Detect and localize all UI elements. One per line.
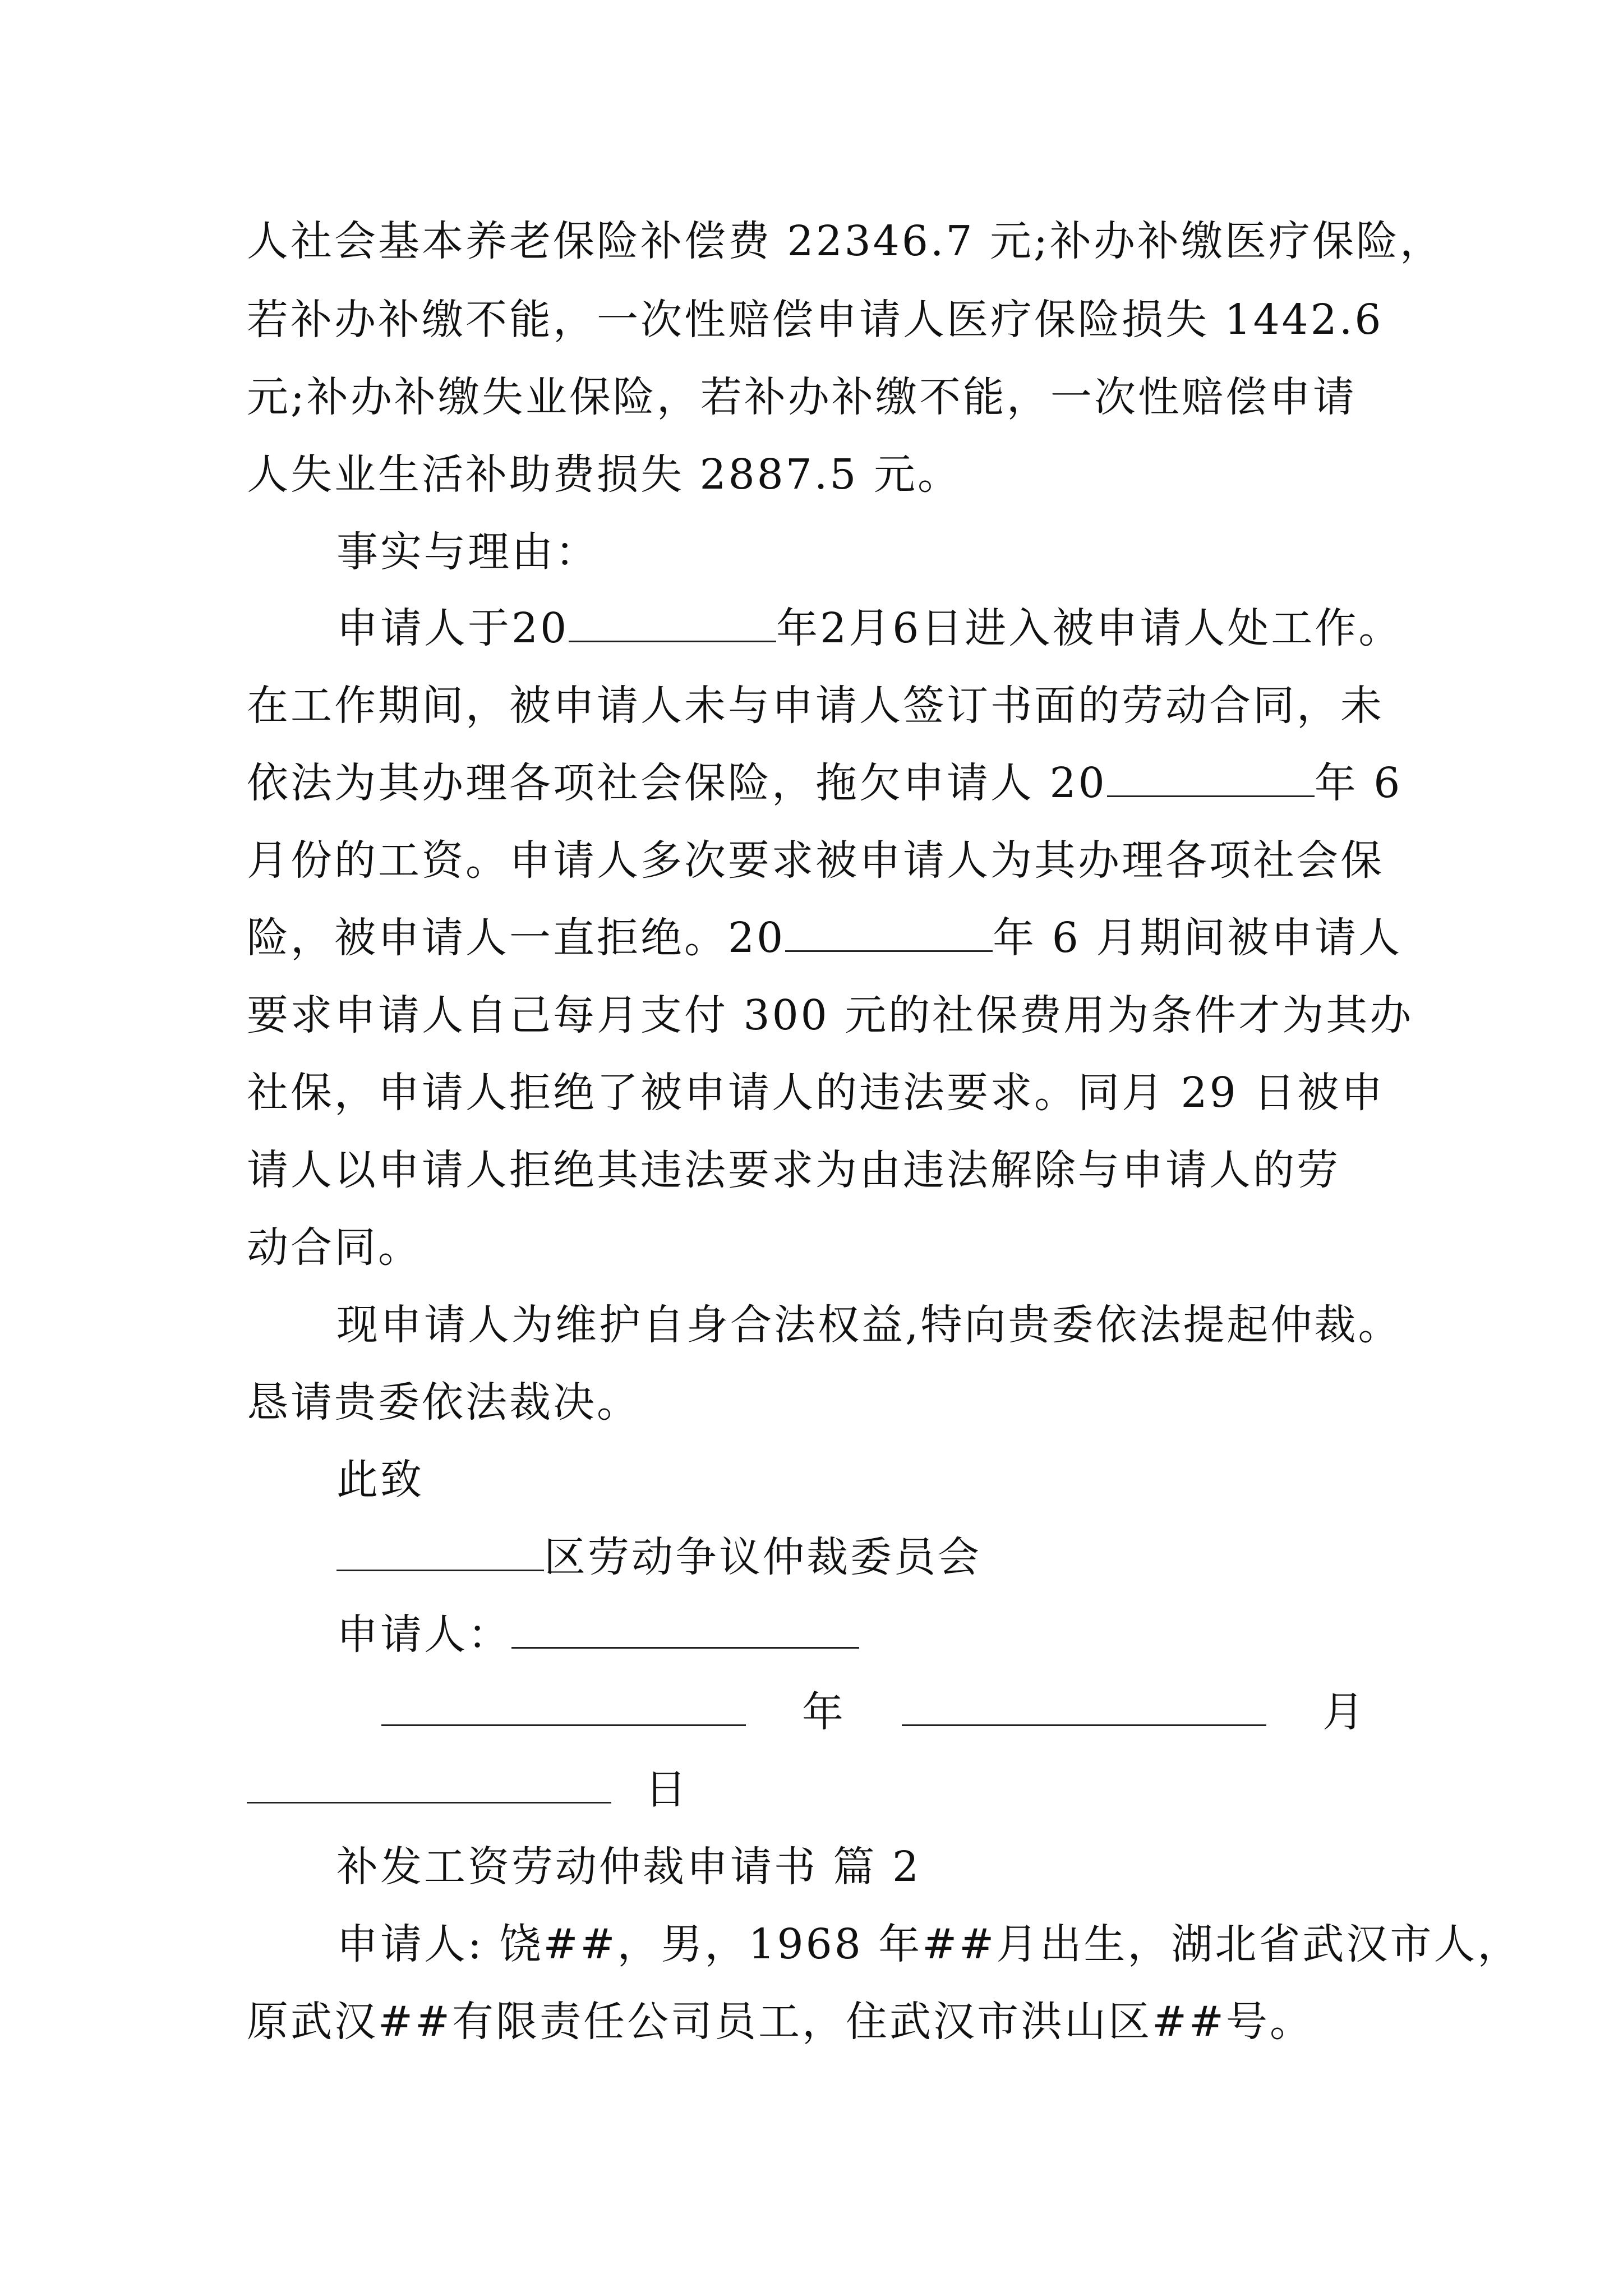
text-line: 恳请贵委依法裁决。 xyxy=(247,1378,640,1427)
section-title: 补发工资劳动仲裁申请书 篇 2 xyxy=(336,1843,921,1891)
text-line: 人失业生活补助费损失 2887.5 元。 xyxy=(247,450,961,499)
text-line-with-blank xyxy=(247,755,1403,811)
text-line: 要求申请人自己每月支付 300 元的社保费用为条件才为其办 xyxy=(247,991,1414,1039)
salutation: 此致 xyxy=(336,1456,424,1504)
date-month-label: 月 xyxy=(1322,1688,1366,1736)
fill-in-blank[interactable] xyxy=(336,1530,544,1571)
text-fragment: 年 6 xyxy=(1314,759,1403,807)
fill-in-blank[interactable] xyxy=(902,1685,1266,1726)
text-line: 月份的工资。申请人多次要求被申请人为其办理各项社会保 xyxy=(247,836,1384,885)
date-line xyxy=(381,1684,1525,1740)
text-fragment: 依法为其办理各项社会保险，拖欠申请人 20 xyxy=(247,759,1107,807)
text-line-with-blank xyxy=(336,600,1481,656)
date-year-label: 年 xyxy=(802,1688,846,1736)
fill-in-blank[interactable] xyxy=(1107,756,1315,797)
text-line: 在工作期间，被申请人未与申请人签订书面的劳动合同，未 xyxy=(247,682,1384,730)
fill-in-blank[interactable] xyxy=(569,601,776,642)
text-line-with-blank xyxy=(247,910,1403,966)
text-fragment: 申请人于20 xyxy=(336,604,569,652)
text-line: 动合同。 xyxy=(247,1223,422,1272)
text-fragment: 年 6 月期间被申请人 xyxy=(993,914,1403,962)
text-line: 社保，申请人拒绝了被申请人的违法要求。同月 29 日被申 xyxy=(247,1069,1385,1117)
fill-in-blank[interactable] xyxy=(785,911,993,952)
fill-in-blank[interactable] xyxy=(381,1685,746,1726)
recipient-line xyxy=(336,1529,1481,1585)
text-line: 原武汉##有限责任公司员工，住武汉市洪山区##号。 xyxy=(247,1998,1314,2046)
date-day-line xyxy=(247,1761,1391,1818)
applicant-blank[interactable] xyxy=(511,1608,859,1649)
applicant-label: 申请人： xyxy=(336,1611,511,1659)
applicant-signature-line xyxy=(336,1607,1481,1663)
text-line: 请人以申请人拒绝其违法要求为由违法解除与申请人的劳 xyxy=(247,1146,1340,1194)
text-line: 现申请人为维护自身合法权益,特向贵委依法提起仲裁。 xyxy=(336,1301,1402,1349)
text-fragment: 险，被申请人一直拒绝。20 xyxy=(247,914,786,962)
fill-in-blank[interactable] xyxy=(247,1763,611,1803)
date-day-label: 日 xyxy=(645,1765,689,1814)
recipient-name: 区劳动争议仲裁委员会 xyxy=(544,1533,981,1581)
section-heading: 事实与理由： xyxy=(336,528,599,576)
text-line: 申请人: 饶##，男，1968 年##月出生，湖北省武汉市人， xyxy=(336,1920,1521,1968)
text-fragment: 年2月6日进入被申请人处工作。 xyxy=(776,604,1403,652)
text-line: 元;补办补缴失业保险，若补办补缴不能，一次性赔偿申请 xyxy=(247,373,1357,421)
text-line: 若补办补缴不能，一次性赔偿申请人医疗保险损失 1442.6 xyxy=(247,296,1384,344)
text-line: 人社会基本养老保险补偿费 22346.7 元;补办补缴医疗保险， xyxy=(247,217,1444,265)
